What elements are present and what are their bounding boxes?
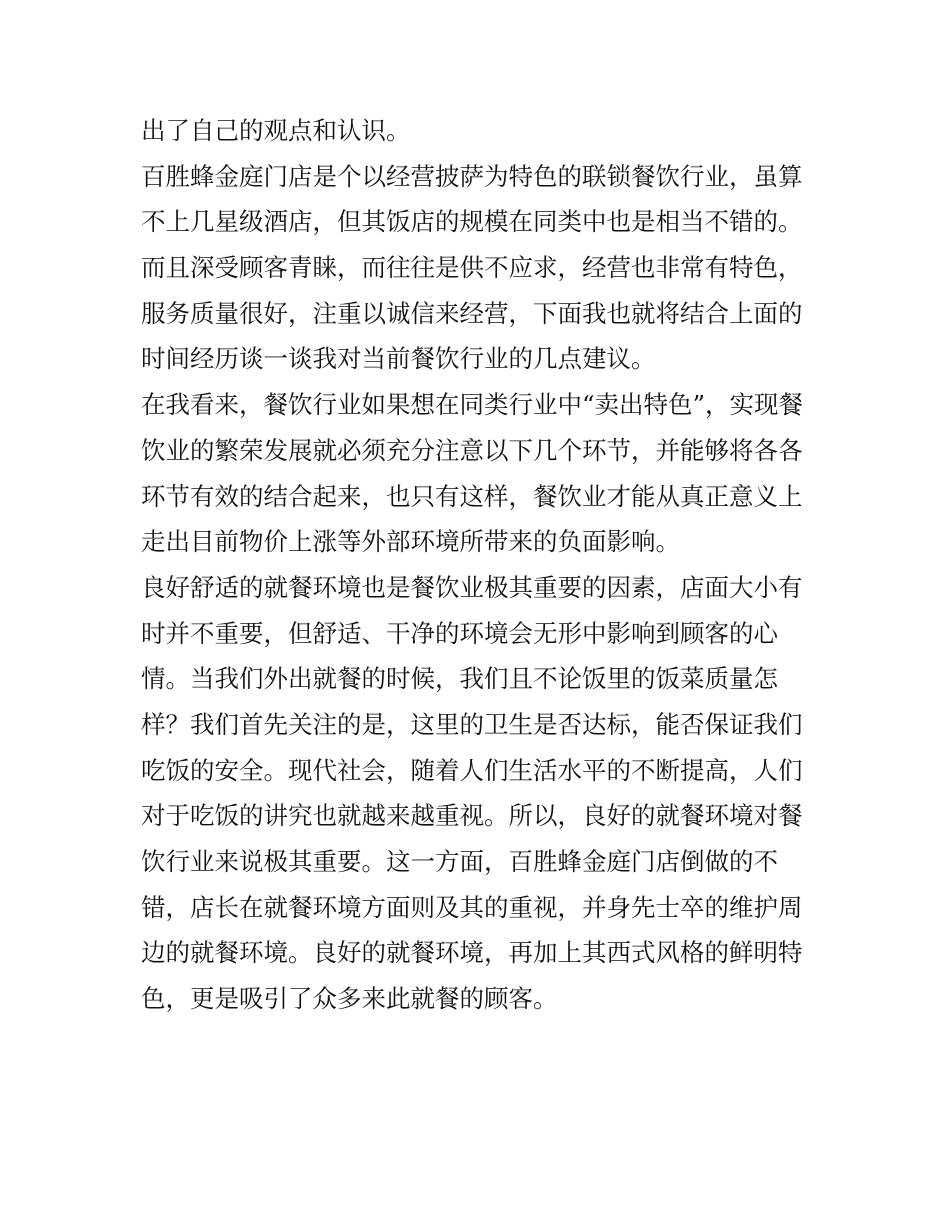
text-line: 出了自己的观点和认识。 (141, 116, 411, 145)
text-line: 良好舒适的就餐环境也是餐饮业极其重要的因素，店面大小有 (141, 572, 803, 602)
text-line: 吃饭的安全。现代社会，随着人们生活水平的不断提高，人们 (141, 755, 803, 785)
text-line: 时间经历谈一谈我对当前餐饮行业的几点建议。 (141, 344, 656, 374)
text-line: 色，更是吸引了众多来此就餐的顾客。 (141, 984, 558, 1014)
text-line: 时并不重要，但舒适、干净的环境会无形中影响到顾客的心 (141, 618, 778, 648)
text-line: 错，店长在就餐环境方面则及其的重视，并身先士卒的维护周 (141, 892, 803, 922)
document-body (141, 108, 821, 1022)
text-line: 服务质量很好，注重以诚信来经营，下面我也就将结合上面的 (141, 298, 803, 328)
text-line: 样？我们首先关注的是，这里的卫生是否达标，能否保证我们 (141, 709, 803, 739)
text-line: 百胜蜂金庭门店是个以经营披萨为特色的联锁餐饮行业，虽算 (141, 161, 803, 191)
text-line: 对于吃饭的讲究也就越来越重视。所以，良好的就餐环境对餐 (141, 801, 803, 831)
text-line: 情。当我们外出就餐的时候，我们且不论饭里的饭菜质量怎 (141, 664, 778, 694)
text-line: 环节有效的结合起来，也只有这样，餐饮业才能从真正意义上 (141, 481, 803, 511)
text-line: 饮业的繁荣发展就必须充分注意以下几个环节，并能够将各各 (141, 435, 803, 465)
text-line: 走出目前物价上涨等外部环境所带来的负面影响。 (141, 527, 680, 557)
text-line: 在我看来，餐饮行业如果想在同类行业中“卖出特色”，实现餐 (141, 390, 804, 420)
text-line: 饮行业来说极其重要。这一方面，百胜蜂金庭门店倒做的不 (141, 847, 778, 876)
text-line: 不上几星级酒店，但其饭店的规模在同类中也是相当不错的。 (141, 207, 803, 237)
text-line: 而且深受顾客青睐，而往往是供不应求，经营也非常有特色， (141, 253, 803, 283)
text-line: 边的就餐环境。良好的就餐环境，再加上其西式风格的鲜明特 (141, 938, 803, 968)
